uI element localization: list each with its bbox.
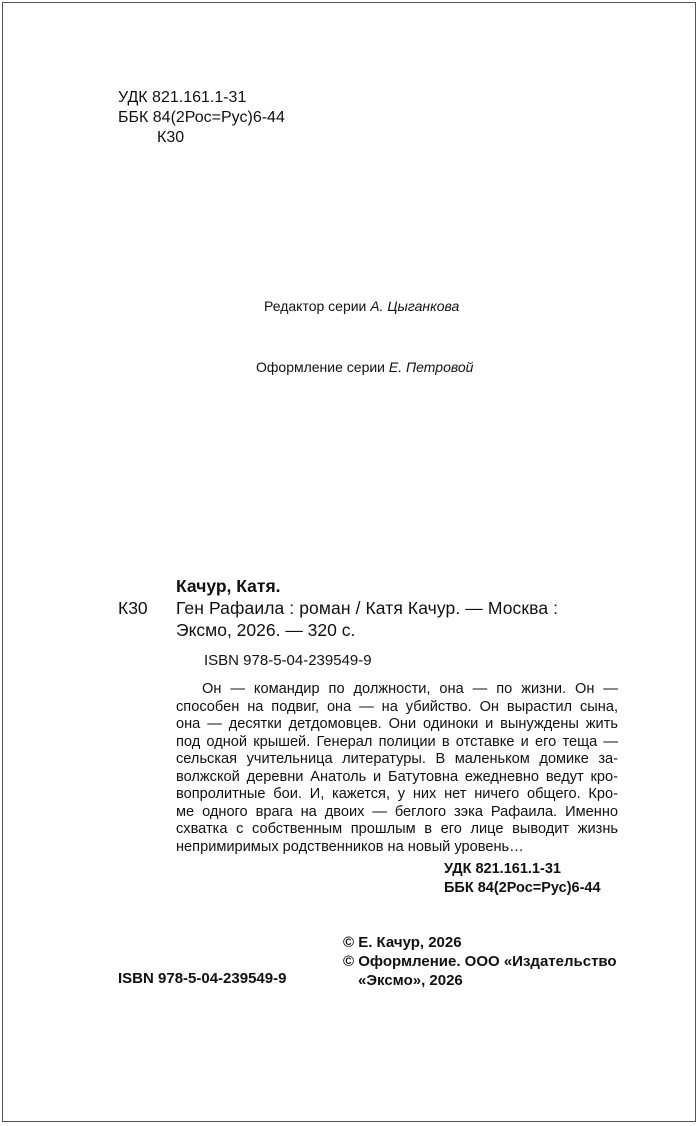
catalog-bbk-code: ББК 84(2Рос=Рус)6-44 [444, 880, 601, 896]
annotation-line: Он — командир по должности, она — по жизни. Он — [202, 681, 618, 697]
series-editor-name: А. Цыганкова [370, 298, 460, 314]
series-design-name: Е. Петровой [388, 359, 474, 375]
annotation-line: под одной крышей. Генерал полиции в отставке и его теща — [176, 733, 618, 750]
annotation-line: схватка с собственным прошлым в его лице выводит жизнь [176, 821, 618, 837]
annotation-line: она — десятки детдомовцев. Они одиноки и вынуждены жить [176, 716, 618, 732]
catalog-author-heading: Качур, Катя. [176, 576, 281, 596]
copyright-design-line-1: © Оформление. ООО «Издательство [343, 953, 617, 970]
top-udk-code: УДК 821.161.1-31 [118, 89, 247, 106]
catalog-title-line-1: Ген Рафаила : роман / Катя Качур. — Москва : [176, 598, 559, 618]
top-author-mark: К30 [157, 129, 185, 146]
series-design-credit [256, 359, 473, 375]
bottom-isbn: ISBN 978-5-04-239549-9 [118, 970, 287, 987]
annotation-line: вопролитные бои. И, кажется, у них нет ничего общего. Кро- [176, 786, 618, 802]
copyright-design-line-2: «Эксмо», 2026 [358, 972, 463, 989]
annotation-line: способен на подвиг, она — на убийство. Он вырастил сына, [176, 698, 618, 715]
catalog-title-line-2: Эксмо, 2026. — 320 с. [176, 620, 356, 640]
series-design-label: Оформление серии [256, 359, 389, 375]
annotation-line: волжской деревни Анатоль и Батутовна ежедневно ведут кро- [176, 768, 618, 785]
catalog-author-mark: К30 [118, 598, 148, 618]
copyright-author: © Е. Качур, 2026 [343, 934, 462, 951]
series-editor-label: Редактор серии [264, 298, 371, 314]
annotation-line: сельская учительница литературы. В маленьком домике за- [176, 751, 618, 767]
catalog-isbn: ISBN 978-5-04-239549-9 [204, 652, 372, 669]
annotation-line: ме одного врага на двоих — беглого зэка Рафаила. Именно [176, 803, 618, 820]
catalog-annotation [176, 681, 618, 856]
catalog-udk-code: УДК 821.161.1-31 [444, 861, 561, 877]
top-bbk-code: ББК 84(2Рос=Рус)6-44 [118, 109, 285, 126]
series-editor-credit [264, 298, 459, 314]
annotation-line: непримиримых родственников на новый уровень… [176, 838, 524, 855]
